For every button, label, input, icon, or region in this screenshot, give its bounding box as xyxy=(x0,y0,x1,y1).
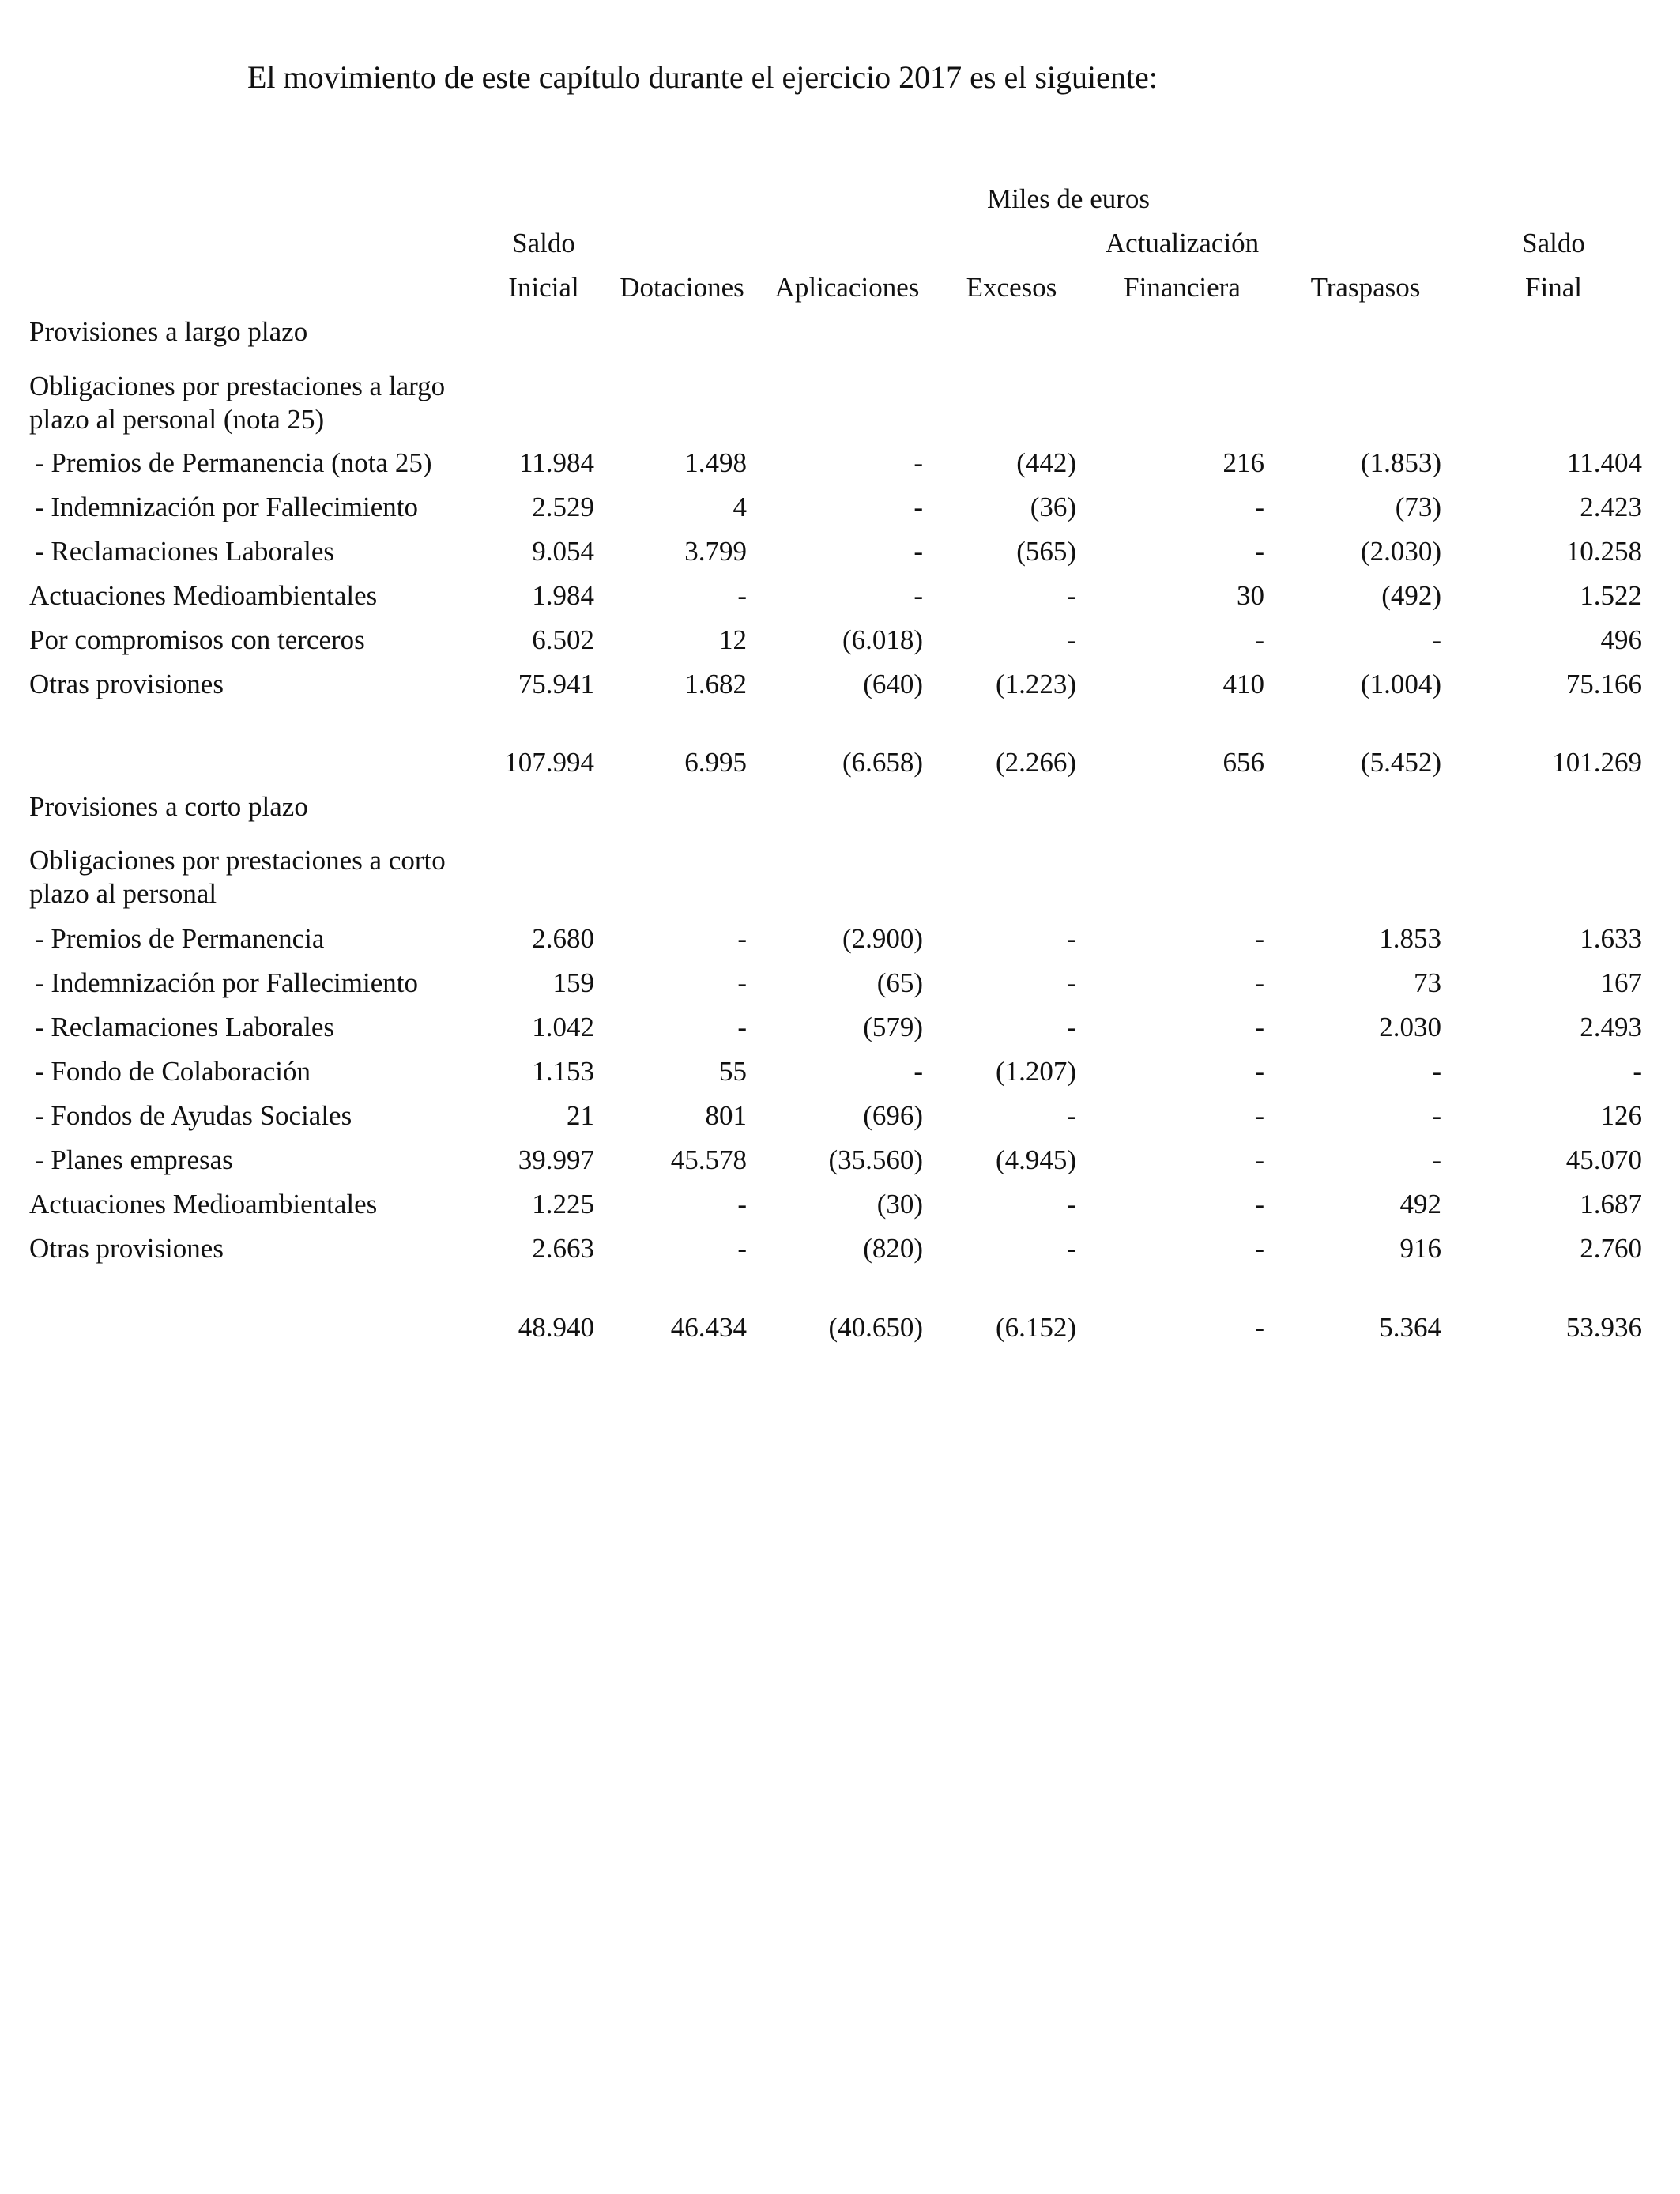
cell-aplicaciones: (820) xyxy=(863,1233,923,1264)
cell-traspasos: (1.004) xyxy=(1360,669,1441,699)
cell-actualizacion: - xyxy=(1255,1144,1264,1175)
header-excesos: Excesos xyxy=(966,272,1057,303)
header-saldo-inicial-line1: Saldo xyxy=(512,228,575,258)
cell-traspasos: (492) xyxy=(1381,580,1441,611)
cell-aplicaciones: - xyxy=(913,447,923,478)
cell-aplicaciones: (2.900) xyxy=(842,923,923,954)
group-label xyxy=(29,844,446,910)
table-row xyxy=(0,624,1680,668)
cell-saldo-final: 2.423 xyxy=(1580,492,1642,522)
table-row xyxy=(0,669,1680,712)
table-row xyxy=(0,1233,1680,1276)
cell-saldo-final: 496 xyxy=(1600,624,1642,655)
cell-actualizacion: - xyxy=(1255,624,1264,655)
row-label: - Premios de Permanencia (nota 25) xyxy=(35,447,432,478)
cell-actualizacion: - xyxy=(1255,967,1264,998)
cell-saldo-inicial: 39.997 xyxy=(518,1144,594,1175)
cell-traspasos: 1.853 xyxy=(1379,923,1441,954)
cell-actualizacion: - xyxy=(1255,1189,1264,1220)
cell-dotaciones: - xyxy=(737,967,747,998)
cell-traspasos: 2.030 xyxy=(1379,1012,1441,1042)
cell-saldo-inicial: 2.663 xyxy=(532,1233,594,1264)
cell-saldo-inicial: 159 xyxy=(552,967,594,998)
group-label-row xyxy=(0,370,1680,435)
cell-dotaciones: - xyxy=(737,1233,747,1264)
row-label: - Fondo de Colaboración xyxy=(35,1056,311,1087)
cell-aplicaciones: (579) xyxy=(863,1012,923,1042)
cell-dotaciones: 1.498 xyxy=(684,447,747,478)
header-traspasos: Traspasos xyxy=(1310,272,1421,303)
row-label: Actuaciones Medioambientales xyxy=(29,1189,378,1220)
cell-aplicaciones: - xyxy=(913,580,923,611)
cell-aplicaciones: - xyxy=(913,492,923,522)
cell-dotaciones: - xyxy=(737,580,747,611)
cell-excesos: (2.266) xyxy=(995,747,1076,778)
cell-aplicaciones: (640) xyxy=(863,669,923,699)
group-label-line: Obligaciones por prestaciones a corto xyxy=(29,845,446,876)
cell-actualizacion: - xyxy=(1255,1233,1264,1264)
cell-traspasos: 916 xyxy=(1399,1233,1441,1264)
cell-aplicaciones: (6.658) xyxy=(842,747,923,778)
cell-excesos: (1.223) xyxy=(995,669,1076,699)
header-saldo-inicial-line2: Inicial xyxy=(508,272,579,303)
cell-aplicaciones: - xyxy=(913,536,923,567)
cell-saldo-inicial: 1.225 xyxy=(532,1189,594,1220)
table-row xyxy=(0,923,1680,967)
cell-aplicaciones: (6.018) xyxy=(842,624,923,655)
row-label: Otras provisiones xyxy=(29,669,224,699)
cell-excesos: - xyxy=(1067,624,1076,655)
cell-excesos: (1.207) xyxy=(995,1056,1076,1087)
cell-excesos: - xyxy=(1067,1233,1076,1264)
cell-traspasos: - xyxy=(1432,1144,1441,1175)
cell-traspasos: (1.853) xyxy=(1360,447,1441,478)
cell-saldo-inicial: 11.984 xyxy=(519,447,594,478)
cell-saldo-final: 10.258 xyxy=(1565,536,1642,567)
cell-saldo-inicial: 21 xyxy=(567,1100,594,1131)
cell-dotaciones: 4 xyxy=(733,492,747,522)
cell-saldo-final: 126 xyxy=(1600,1100,1642,1131)
table-row xyxy=(0,1012,1680,1055)
row-label: - Indemnización por Fallecimiento xyxy=(35,967,418,998)
header-dotaciones: Dotaciones xyxy=(620,272,744,303)
cell-aplicaciones: (30) xyxy=(876,1189,923,1220)
cell-excesos: - xyxy=(1067,967,1076,998)
cell-actualizacion: - xyxy=(1255,1012,1264,1042)
cell-saldo-final: 45.070 xyxy=(1565,1144,1642,1175)
header-actualizacion-line2: Financiera xyxy=(1124,272,1241,303)
cell-traspasos: 5.364 xyxy=(1379,1312,1441,1343)
cell-saldo-final: 2.493 xyxy=(1580,1012,1642,1042)
table-row xyxy=(0,536,1680,579)
cell-saldo-final: - xyxy=(1633,1056,1642,1087)
cell-dotaciones: 12 xyxy=(719,624,747,655)
cell-dotaciones: 1.682 xyxy=(684,669,747,699)
table-row xyxy=(0,1100,1680,1144)
cell-excesos: (442) xyxy=(1016,447,1076,478)
group-label-line: Obligaciones por prestaciones a largo xyxy=(29,371,446,401)
cell-saldo-inicial: 1.042 xyxy=(532,1012,594,1042)
unit-label: Miles de euros xyxy=(986,183,1151,214)
row-label: Otras provisiones xyxy=(29,1233,224,1264)
cell-saldo-inicial: 2.680 xyxy=(532,923,594,954)
table-row xyxy=(0,492,1680,535)
cell-aplicaciones: (35.560) xyxy=(828,1144,923,1175)
table-row xyxy=(0,1056,1680,1099)
cell-saldo-final: 2.760 xyxy=(1580,1233,1642,1264)
cell-saldo-final: 1.687 xyxy=(1580,1189,1642,1220)
group-label-line: plazo al personal xyxy=(29,878,217,909)
table-row xyxy=(0,447,1680,491)
cell-excesos: (565) xyxy=(1016,536,1076,567)
cell-dotaciones: 45.578 xyxy=(670,1144,747,1175)
cell-traspasos: - xyxy=(1432,1056,1441,1087)
cell-dotaciones: 3.799 xyxy=(684,536,747,567)
cell-excesos: - xyxy=(1067,580,1076,611)
section-title-row xyxy=(0,316,1680,360)
cell-actualizacion: 656 xyxy=(1222,747,1264,778)
cell-dotaciones: 46.434 xyxy=(670,1312,747,1343)
cell-dotaciones: 801 xyxy=(705,1100,747,1131)
cell-saldo-inicial: 9.054 xyxy=(532,536,594,567)
cell-saldo-inicial: 1.984 xyxy=(532,580,594,611)
section-title: Provisiones a largo plazo xyxy=(29,316,308,347)
cell-actualizacion: - xyxy=(1255,1100,1264,1131)
table-row xyxy=(0,1144,1680,1188)
cell-saldo-inicial: 48.940 xyxy=(518,1312,594,1343)
cell-excesos: - xyxy=(1067,1100,1076,1131)
cell-actualizacion: - xyxy=(1255,1056,1264,1087)
header-saldo-final-line2: Final xyxy=(1525,272,1582,303)
cell-traspasos: - xyxy=(1432,624,1441,655)
cell-actualizacion: 30 xyxy=(1237,580,1264,611)
cell-dotaciones: - xyxy=(737,1189,747,1220)
section-title-row xyxy=(0,791,1680,835)
row-label: Por compromisos con terceros xyxy=(29,624,365,655)
cell-actualizacion: - xyxy=(1255,536,1264,567)
group-label-row xyxy=(0,844,1680,909)
header-aplicaciones: Aplicaciones xyxy=(774,272,920,303)
cell-saldo-final: 53.936 xyxy=(1565,1312,1642,1343)
row-label: - Reclamaciones Laborales xyxy=(35,536,334,567)
group-label-line: plazo al personal (nota 25) xyxy=(29,404,325,435)
cell-traspasos: (2.030) xyxy=(1360,536,1441,567)
cell-excesos: (4.945) xyxy=(995,1144,1076,1175)
table-row xyxy=(0,1189,1680,1232)
cell-aplicaciones: (40.650) xyxy=(828,1312,923,1343)
cell-saldo-inicial: 1.153 xyxy=(532,1056,594,1087)
cell-saldo-final: 167 xyxy=(1600,967,1642,998)
cell-dotaciones: - xyxy=(737,1012,747,1042)
row-label: - Premios de Permanencia xyxy=(35,923,325,954)
cell-saldo-final: 11.404 xyxy=(1567,447,1642,478)
header-actualizacion-line1: Actualización xyxy=(1105,228,1260,258)
cell-aplicaciones: (65) xyxy=(876,967,923,998)
cell-traspasos: 492 xyxy=(1399,1189,1441,1220)
cell-traspasos: - xyxy=(1432,1100,1441,1131)
cell-actualizacion: - xyxy=(1255,923,1264,954)
header-saldo-final-line1: Saldo xyxy=(1522,228,1585,258)
cell-traspasos: 73 xyxy=(1414,967,1441,998)
cell-aplicaciones: - xyxy=(913,1056,923,1087)
intro-text: El movimiento de este capítulo durante el ejercicio 2017 es el siguiente: xyxy=(247,59,1158,95)
cell-excesos: - xyxy=(1067,1012,1076,1042)
cell-saldo-final: 75.166 xyxy=(1565,669,1642,699)
cell-actualizacion: - xyxy=(1255,492,1264,522)
cell-traspasos: (73) xyxy=(1395,492,1441,522)
cell-saldo-inicial: 6.502 xyxy=(532,624,594,655)
cell-actualizacion: 410 xyxy=(1222,669,1264,699)
cell-actualizacion: - xyxy=(1255,1312,1264,1343)
row-label: - Reclamaciones Laborales xyxy=(35,1012,334,1042)
cell-traspasos: (5.452) xyxy=(1360,747,1441,778)
cell-saldo-final: 101.269 xyxy=(1552,747,1642,778)
cell-saldo-final: 1.633 xyxy=(1580,923,1642,954)
row-label: Actuaciones Medioambientales xyxy=(29,580,378,611)
cell-saldo-final: 1.522 xyxy=(1580,580,1642,611)
cell-actualizacion: 216 xyxy=(1222,447,1264,478)
table-row xyxy=(0,967,1680,1011)
cell-excesos: - xyxy=(1067,1189,1076,1220)
cell-saldo-inicial: 107.994 xyxy=(504,747,594,778)
group-label xyxy=(29,370,445,436)
cell-excesos: - xyxy=(1067,923,1076,954)
cell-excesos: (36) xyxy=(1030,492,1076,522)
table-row xyxy=(0,580,1680,624)
cell-saldo-inicial: 2.529 xyxy=(532,492,594,522)
total-row xyxy=(0,1312,1680,1355)
cell-saldo-inicial: 75.941 xyxy=(518,669,594,699)
cell-dotaciones: 6.995 xyxy=(684,747,747,778)
cell-dotaciones: 55 xyxy=(719,1056,747,1087)
section-title: Provisiones a corto plazo xyxy=(29,791,308,822)
row-label: - Fondos de Ayudas Sociales xyxy=(35,1100,352,1131)
cell-excesos: (6.152) xyxy=(995,1312,1076,1343)
row-label: - Indemnización por Fallecimiento xyxy=(35,492,418,522)
row-label: - Planes empresas xyxy=(35,1144,233,1175)
cell-dotaciones: - xyxy=(737,923,747,954)
cell-aplicaciones: (696) xyxy=(863,1100,923,1131)
total-row xyxy=(0,747,1680,790)
